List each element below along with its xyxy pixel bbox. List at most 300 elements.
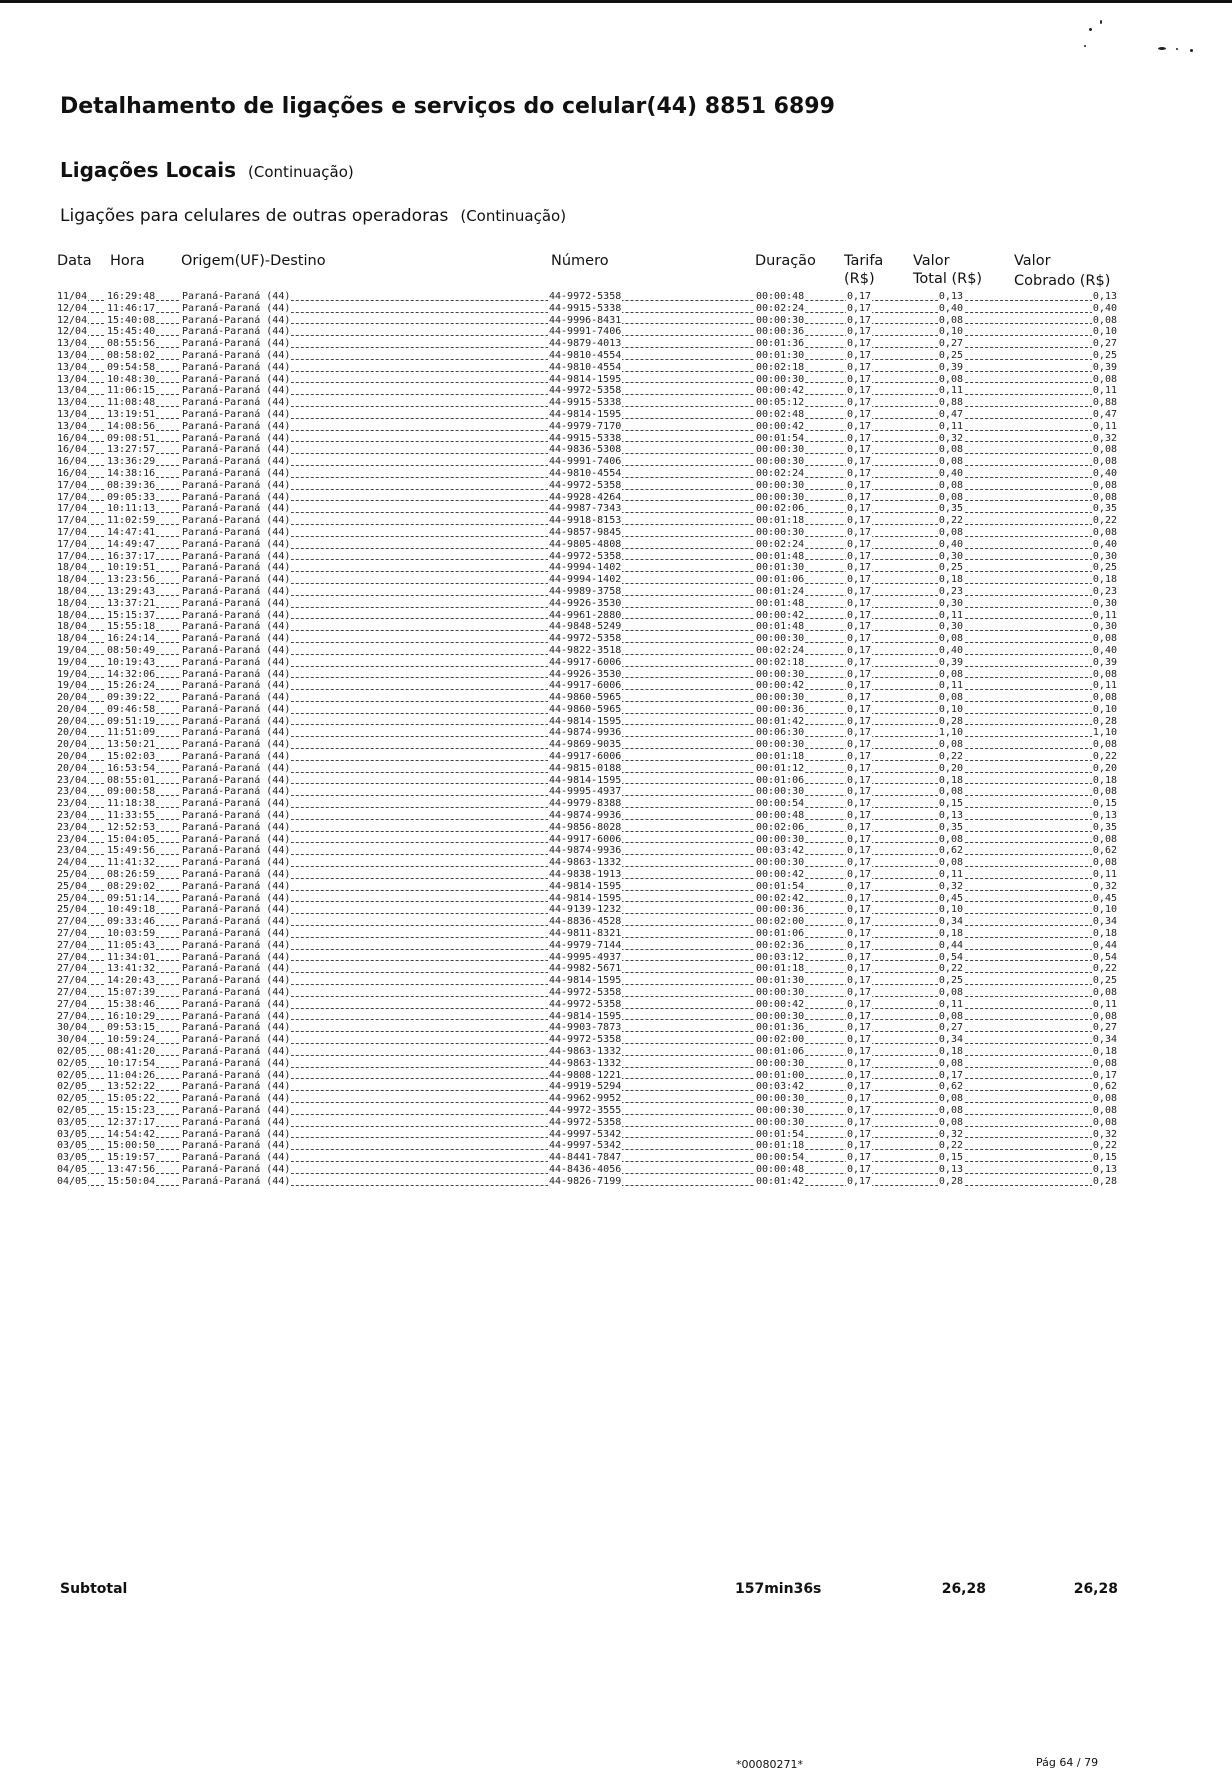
row-valor-total: 0,11 bbox=[938, 420, 963, 432]
row-tariff: 0,17 bbox=[847, 987, 872, 999]
footer-document-code: *00080271* bbox=[736, 1758, 803, 1771]
row-origin-destination: Paraná-Paraná (44) bbox=[182, 338, 291, 350]
row-valor-total: 0,08 bbox=[938, 987, 963, 999]
row-tariff: 0,17 bbox=[847, 798, 872, 810]
row-number: 44-9979-8388 bbox=[549, 798, 622, 810]
row-time: 09:53:15 bbox=[107, 1022, 156, 1034]
row-duration: 00:01:30 bbox=[756, 975, 805, 987]
row-time: 13:50:21 bbox=[107, 739, 156, 751]
table-row bbox=[56, 1081, 1118, 1093]
page-title: Detalhamento de ligações e serviços do celular(44) 8851 6899 bbox=[60, 94, 835, 119]
row-origin-destination: Paraná-Paraná (44) bbox=[182, 1116, 291, 1128]
row-number: 44-9917-6006 bbox=[549, 833, 622, 845]
row-time: 14:20:43 bbox=[107, 975, 156, 987]
row-valor-cobrado: 0,40 bbox=[1092, 467, 1117, 479]
subsection-title bbox=[60, 206, 566, 226]
row-time: 13:36:29 bbox=[107, 456, 156, 468]
row-number: 44-9972-5358 bbox=[549, 479, 622, 491]
row-origin-destination: Paraná-Paraná (44) bbox=[182, 998, 291, 1010]
row-date: 02/05 bbox=[57, 1104, 88, 1116]
top-border bbox=[0, 0, 1232, 3]
table-row bbox=[56, 468, 1118, 480]
row-tariff: 0,17 bbox=[847, 963, 872, 975]
row-valor-total: 0,08 bbox=[938, 786, 963, 798]
table-row bbox=[56, 845, 1118, 857]
row-valor-cobrado: 0,13 bbox=[1092, 1163, 1117, 1175]
row-date: 27/04 bbox=[57, 939, 88, 951]
header-origem-destino: Origem(UF)-Destino bbox=[181, 253, 326, 269]
row-date: 13/04 bbox=[57, 408, 88, 420]
row-valor-cobrado: 0,47 bbox=[1092, 408, 1117, 420]
row-number: 44-9926-3530 bbox=[549, 668, 622, 680]
row-valor-cobrado: 0,10 bbox=[1092, 326, 1117, 338]
row-number: 44-9815-0188 bbox=[549, 762, 622, 774]
row-number: 44-9860-5965 bbox=[549, 703, 622, 715]
row-tariff: 0,17 bbox=[847, 821, 872, 833]
row-tariff: 0,17 bbox=[847, 1081, 872, 1093]
row-date: 18/04 bbox=[57, 621, 88, 633]
table-row bbox=[56, 527, 1118, 539]
row-origin-destination: Paraná-Paraná (44) bbox=[182, 432, 291, 444]
row-origin-destination: Paraná-Paraná (44) bbox=[182, 326, 291, 338]
row-time: 09:51:14 bbox=[107, 892, 156, 904]
row-valor-cobrado: 0,88 bbox=[1092, 397, 1117, 409]
row-duration: 00:00:30 bbox=[756, 373, 805, 385]
table-row bbox=[56, 326, 1118, 338]
row-date: 19/04 bbox=[57, 644, 88, 656]
row-duration: 00:01:36 bbox=[756, 338, 805, 350]
row-origin-destination: Paraná-Paraná (44) bbox=[182, 302, 291, 314]
row-valor-cobrado: 0,45 bbox=[1092, 892, 1117, 904]
row-number: 44-9860-5965 bbox=[549, 692, 622, 704]
row-number: 44-9856-8028 bbox=[549, 821, 622, 833]
row-valor-total: 0,18 bbox=[938, 1046, 963, 1057]
row-time: 10:49:18 bbox=[107, 904, 156, 916]
scan-specks bbox=[1080, 15, 1220, 65]
row-valor-cobrado: 0,08 bbox=[1092, 833, 1117, 845]
header-valor-cobrado-line1: Valor bbox=[1014, 253, 1051, 269]
row-valor-total: 0,08 bbox=[938, 314, 963, 326]
row-origin-destination: Paraná-Paraná (44) bbox=[182, 1163, 291, 1175]
row-tariff: 0,17 bbox=[847, 1128, 872, 1140]
row-date: 17/04 bbox=[57, 550, 88, 562]
row-valor-total: 0,15 bbox=[938, 1152, 963, 1164]
row-valor-cobrado: 0,10 bbox=[1092, 703, 1117, 715]
row-time: 14:38:16 bbox=[107, 467, 156, 479]
row-time: 09:46:58 bbox=[107, 703, 156, 715]
row-duration: 00:00:30 bbox=[756, 456, 805, 468]
row-valor-total: 0,15 bbox=[938, 798, 963, 810]
row-valor-cobrado: 0,08 bbox=[1092, 526, 1117, 538]
row-date: 18/04 bbox=[57, 609, 88, 621]
row-valor-total: 0,11 bbox=[938, 609, 963, 621]
table-row bbox=[56, 1129, 1118, 1141]
row-valor-cobrado: 0,40 bbox=[1092, 302, 1117, 314]
row-valor-total: 0,23 bbox=[938, 585, 963, 597]
row-date: 04/05 bbox=[57, 1163, 88, 1175]
row-valor-cobrado: 0,18 bbox=[1092, 574, 1117, 586]
row-date: 13/04 bbox=[57, 373, 88, 385]
row-valor-total: 0,08 bbox=[938, 373, 963, 385]
row-valor-total: 0,25 bbox=[938, 975, 963, 987]
row-origin-destination: Paraná-Paraná (44) bbox=[182, 444, 291, 456]
row-valor-cobrado: 0,18 bbox=[1092, 774, 1117, 786]
row-valor-cobrado: 0,35 bbox=[1092, 503, 1117, 515]
header-tarifa-line1: Tarifa bbox=[844, 253, 884, 269]
row-origin-destination: Paraná-Paraná (44) bbox=[182, 810, 291, 822]
row-time: 10:59:24 bbox=[107, 1034, 156, 1046]
table-row bbox=[56, 374, 1118, 386]
row-valor-cobrado: 0,11 bbox=[1092, 420, 1117, 432]
row-date: 27/04 bbox=[57, 1010, 88, 1022]
table-row bbox=[56, 444, 1118, 456]
row-time: 14:54:42 bbox=[107, 1128, 156, 1140]
row-time: 10:11:13 bbox=[107, 503, 156, 515]
section-title bbox=[60, 158, 354, 182]
row-origin-destination: Paraná-Paraná (44) bbox=[182, 798, 291, 810]
section-continuation: (Continuação) bbox=[248, 163, 354, 181]
table-row bbox=[56, 1105, 1118, 1117]
row-duration: 00:00:30 bbox=[756, 1104, 805, 1116]
row-origin-destination: Paraná-Paraná (44) bbox=[182, 857, 291, 869]
row-date: 17/04 bbox=[57, 491, 88, 503]
table-row bbox=[56, 303, 1118, 315]
row-tariff: 0,17 bbox=[847, 810, 872, 822]
row-date: 20/04 bbox=[57, 727, 88, 739]
row-date: 17/04 bbox=[57, 538, 88, 550]
row-valor-cobrado: 0,11 bbox=[1092, 680, 1117, 692]
row-tariff: 0,17 bbox=[847, 1022, 872, 1034]
row-valor-cobrado: 0,22 bbox=[1092, 751, 1117, 763]
row-tariff: 0,17 bbox=[847, 609, 872, 621]
row-number: 44-9987-7343 bbox=[549, 503, 622, 515]
subtotal-duration: 157min36s bbox=[735, 1581, 822, 1597]
row-tariff: 0,17 bbox=[847, 585, 872, 597]
row-date: 16/04 bbox=[57, 432, 88, 444]
row-time: 10:48:30 bbox=[107, 373, 156, 385]
table-row bbox=[56, 1034, 1118, 1046]
row-date: 25/04 bbox=[57, 904, 88, 916]
row-duration: 00:01:06 bbox=[756, 574, 805, 586]
row-number: 44-9838-1913 bbox=[549, 869, 622, 881]
row-tariff: 0,17 bbox=[847, 1175, 872, 1187]
row-valor-cobrado: 0,22 bbox=[1092, 515, 1117, 527]
row-date: 18/04 bbox=[57, 562, 88, 574]
row-tariff: 0,17 bbox=[847, 562, 872, 574]
row-number: 44-8836-4528 bbox=[549, 916, 622, 928]
row-number: 44-9915-5338 bbox=[549, 432, 622, 444]
row-valor-total: 0,32 bbox=[938, 432, 963, 444]
row-origin-destination: Paraná-Paraná (44) bbox=[182, 821, 291, 833]
row-duration: 00:02:06 bbox=[756, 821, 805, 833]
row-tariff: 0,17 bbox=[847, 1034, 872, 1046]
row-date: 18/04 bbox=[57, 574, 88, 586]
page-label: Pág bbox=[1036, 1756, 1056, 1769]
row-time: 15:00:50 bbox=[107, 1140, 156, 1152]
row-time: 10:17:54 bbox=[107, 1057, 156, 1069]
row-valor-cobrado: 0,08 bbox=[1092, 633, 1117, 645]
table-row bbox=[56, 1022, 1118, 1034]
row-valor-cobrado: 0,62 bbox=[1092, 1081, 1117, 1093]
row-origin-destination: Paraná-Paraná (44) bbox=[182, 385, 291, 397]
row-date: 25/04 bbox=[57, 869, 88, 881]
row-duration: 00:00:30 bbox=[756, 1116, 805, 1128]
row-tariff: 0,17 bbox=[847, 762, 872, 774]
row-tariff: 0,17 bbox=[847, 597, 872, 609]
row-date: 27/04 bbox=[57, 987, 88, 999]
row-number: 44-9915-5338 bbox=[549, 397, 622, 409]
row-tariff: 0,17 bbox=[847, 526, 872, 538]
row-tariff: 0,17 bbox=[847, 444, 872, 456]
row-date: 03/05 bbox=[57, 1116, 88, 1128]
row-valor-total: 0,40 bbox=[938, 644, 963, 656]
row-time: 16:53:54 bbox=[107, 762, 156, 774]
row-date: 13/04 bbox=[57, 397, 88, 409]
row-duration: 00:02:24 bbox=[756, 538, 805, 550]
row-duration: 00:03:42 bbox=[756, 1081, 805, 1093]
row-valor-total: 0,13 bbox=[938, 291, 963, 302]
row-origin-destination: Paraná-Paraná (44) bbox=[182, 609, 291, 621]
table-row bbox=[56, 421, 1118, 433]
row-origin-destination: Paraná-Paraná (44) bbox=[182, 904, 291, 916]
row-duration: 00:01:06 bbox=[756, 774, 805, 786]
row-valor-total: 0,47 bbox=[938, 408, 963, 420]
row-date: 19/04 bbox=[57, 656, 88, 668]
table-row bbox=[56, 515, 1118, 527]
row-date: 20/04 bbox=[57, 703, 88, 715]
row-duration: 00:01:42 bbox=[756, 1175, 805, 1187]
table-row bbox=[56, 680, 1118, 692]
row-duration: 00:01:12 bbox=[756, 762, 805, 774]
row-tariff: 0,17 bbox=[847, 432, 872, 444]
row-duration: 00:00:48 bbox=[756, 291, 805, 302]
table-row bbox=[56, 362, 1118, 374]
row-time: 08:55:01 bbox=[107, 774, 156, 786]
row-valor-cobrado: 0,22 bbox=[1092, 1140, 1117, 1152]
header-tarifa bbox=[844, 252, 883, 288]
row-duration: 00:00:30 bbox=[756, 491, 805, 503]
row-valor-total: 0,22 bbox=[938, 963, 963, 975]
row-time: 10:19:43 bbox=[107, 656, 156, 668]
row-origin-destination: Paraná-Paraná (44) bbox=[182, 975, 291, 987]
row-number: 44-9863-1332 bbox=[549, 1057, 622, 1069]
row-date: 27/04 bbox=[57, 916, 88, 928]
row-tariff: 0,17 bbox=[847, 1152, 872, 1164]
row-valor-cobrado: 0,15 bbox=[1092, 798, 1117, 810]
row-valor-cobrado: 0,44 bbox=[1092, 939, 1117, 951]
row-number: 44-9814-1595 bbox=[549, 408, 622, 420]
row-date: 27/04 bbox=[57, 951, 88, 963]
row-number: 44-9972-5358 bbox=[549, 291, 622, 302]
row-valor-total: 0,08 bbox=[938, 456, 963, 468]
row-date: 23/04 bbox=[57, 821, 88, 833]
row-valor-cobrado: 0,08 bbox=[1092, 491, 1117, 503]
row-origin-destination: Paraná-Paraná (44) bbox=[182, 420, 291, 432]
row-duration: 00:00:48 bbox=[756, 1163, 805, 1175]
row-origin-destination: Paraná-Paraná (44) bbox=[182, 1022, 291, 1034]
row-valor-cobrado: 0,08 bbox=[1092, 857, 1117, 869]
row-duration: 00:00:30 bbox=[756, 1057, 805, 1069]
row-origin-destination: Paraná-Paraná (44) bbox=[182, 1069, 291, 1081]
row-valor-total: 0,11 bbox=[938, 385, 963, 397]
row-time: 11:51:09 bbox=[107, 727, 156, 739]
table-row bbox=[56, 739, 1118, 751]
row-tariff: 0,17 bbox=[847, 751, 872, 763]
row-origin-destination: Paraná-Paraná (44) bbox=[182, 987, 291, 999]
row-origin-destination: Paraná-Paraná (44) bbox=[182, 397, 291, 409]
row-time: 08:55:56 bbox=[107, 338, 156, 350]
row-time: 16:24:14 bbox=[107, 633, 156, 645]
row-duration: 00:03:12 bbox=[756, 951, 805, 963]
table-row bbox=[56, 562, 1118, 574]
table-row bbox=[56, 551, 1118, 563]
row-valor-total: 0,08 bbox=[938, 491, 963, 503]
subtotal-label: Subtotal bbox=[60, 1581, 128, 1597]
row-valor-cobrado: 0,20 bbox=[1092, 762, 1117, 774]
header-numero: Número bbox=[551, 253, 609, 269]
row-valor-cobrado: 0,18 bbox=[1092, 928, 1117, 940]
row-duration: 00:00:30 bbox=[756, 1093, 805, 1105]
row-date: 19/04 bbox=[57, 680, 88, 692]
row-tariff: 0,17 bbox=[847, 892, 872, 904]
row-origin-destination: Paraná-Paraná (44) bbox=[182, 1034, 291, 1046]
row-origin-destination: Paraná-Paraná (44) bbox=[182, 585, 291, 597]
row-number: 44-9810-4554 bbox=[549, 467, 622, 479]
row-time: 11:04:26 bbox=[107, 1069, 156, 1081]
row-tariff: 0,17 bbox=[847, 291, 872, 302]
table-row bbox=[56, 669, 1118, 681]
row-valor-cobrado: 0,32 bbox=[1092, 432, 1117, 444]
row-valor-cobrado: 0,11 bbox=[1092, 385, 1117, 397]
row-time: 11:06:15 bbox=[107, 385, 156, 397]
row-valor-cobrado: 0,08 bbox=[1092, 1057, 1117, 1069]
table-row bbox=[56, 433, 1118, 445]
table-row bbox=[56, 716, 1118, 728]
row-valor-cobrado: 0,34 bbox=[1092, 1034, 1117, 1046]
row-date: 16/04 bbox=[57, 456, 88, 468]
row-origin-destination: Paraná-Paraná (44) bbox=[182, 349, 291, 361]
row-tariff: 0,17 bbox=[847, 975, 872, 987]
row-number: 44-9805-4808 bbox=[549, 538, 622, 550]
row-time: 15:55:18 bbox=[107, 621, 156, 633]
row-time: 15:19:57 bbox=[107, 1152, 156, 1164]
row-valor-total: 0,08 bbox=[938, 526, 963, 538]
row-number: 44-9139-1232 bbox=[549, 904, 622, 916]
row-date: 17/04 bbox=[57, 503, 88, 515]
row-valor-cobrado: 0,08 bbox=[1092, 444, 1117, 456]
row-time: 08:58:02 bbox=[107, 349, 156, 361]
row-valor-total: 0,17 bbox=[938, 1069, 963, 1081]
row-number: 44-9814-1595 bbox=[549, 892, 622, 904]
row-tariff: 0,17 bbox=[847, 302, 872, 314]
row-number: 44-9874-9936 bbox=[549, 845, 622, 857]
row-duration: 00:00:30 bbox=[756, 857, 805, 869]
row-valor-total: 0,34 bbox=[938, 916, 963, 928]
row-date: 27/04 bbox=[57, 975, 88, 987]
subsection-title-text: Ligações para celulares de outras operadoras bbox=[60, 206, 449, 226]
row-time: 15:05:22 bbox=[107, 1093, 156, 1105]
row-date: 20/04 bbox=[57, 692, 88, 704]
row-tariff: 0,17 bbox=[847, 869, 872, 881]
row-time: 10:03:59 bbox=[107, 928, 156, 940]
row-number: 44-9863-1332 bbox=[549, 857, 622, 869]
row-tariff: 0,17 bbox=[847, 621, 872, 633]
row-time: 11:34:01 bbox=[107, 951, 156, 963]
row-origin-destination: Paraná-Paraná (44) bbox=[182, 1104, 291, 1116]
row-valor-total: 0,08 bbox=[938, 692, 963, 704]
table-row bbox=[56, 963, 1118, 975]
row-time: 11:33:55 bbox=[107, 810, 156, 822]
row-valor-total: 0,22 bbox=[938, 1140, 963, 1152]
row-tariff: 0,17 bbox=[847, 1069, 872, 1081]
row-duration: 00:02:18 bbox=[756, 656, 805, 668]
row-duration: 00:00:54 bbox=[756, 1152, 805, 1164]
row-origin-destination: Paraná-Paraná (44) bbox=[182, 1081, 291, 1093]
row-valor-total: 0,28 bbox=[938, 1175, 963, 1187]
table-row bbox=[56, 786, 1118, 798]
row-tariff: 0,17 bbox=[847, 939, 872, 951]
row-duration: 00:02:24 bbox=[756, 302, 805, 314]
row-tariff: 0,17 bbox=[847, 727, 872, 739]
row-origin-destination: Paraná-Paraná (44) bbox=[182, 869, 291, 881]
row-origin-destination: Paraná-Paraná (44) bbox=[182, 291, 291, 302]
row-number: 44-9903-7873 bbox=[549, 1022, 622, 1034]
row-time: 09:39:22 bbox=[107, 692, 156, 704]
header-valor-cobrado bbox=[1014, 252, 1110, 290]
row-number: 44-9874-9936 bbox=[549, 810, 622, 822]
header-valor-cobrado-line2: Cobrado (R$) bbox=[1014, 273, 1111, 289]
table-row bbox=[56, 480, 1118, 492]
row-time: 16:10:29 bbox=[107, 1010, 156, 1022]
row-valor-total: 0,35 bbox=[938, 503, 963, 515]
table-row bbox=[56, 574, 1118, 586]
table-row bbox=[56, 1070, 1118, 1082]
row-tariff: 0,17 bbox=[847, 456, 872, 468]
row-number: 44-9979-7144 bbox=[549, 939, 622, 951]
row-tariff: 0,17 bbox=[847, 349, 872, 361]
row-valor-cobrado: 0,28 bbox=[1092, 1175, 1117, 1187]
row-date: 13/04 bbox=[57, 338, 88, 350]
row-valor-total: 0,11 bbox=[938, 998, 963, 1010]
table-row bbox=[56, 928, 1118, 940]
row-valor-total: 0,44 bbox=[938, 939, 963, 951]
row-duration: 00:01:48 bbox=[756, 621, 805, 633]
row-date: 18/04 bbox=[57, 597, 88, 609]
row-date: 27/04 bbox=[57, 928, 88, 940]
row-date: 03/05 bbox=[57, 1128, 88, 1140]
row-time: 09:05:33 bbox=[107, 491, 156, 503]
row-date: 02/05 bbox=[57, 1069, 88, 1081]
row-date: 02/05 bbox=[57, 1093, 88, 1105]
subtotal-valor-cobrado: 26,28 bbox=[1073, 1581, 1118, 1597]
row-duration: 00:02:42 bbox=[756, 892, 805, 904]
row-tariff: 0,17 bbox=[847, 574, 872, 586]
table-row bbox=[56, 904, 1118, 916]
table-row bbox=[56, 940, 1118, 952]
row-tariff: 0,17 bbox=[847, 1010, 872, 1022]
table-row bbox=[56, 385, 1118, 397]
row-date: 16/04 bbox=[57, 444, 88, 456]
row-number: 44-9915-5338 bbox=[549, 302, 622, 314]
row-origin-destination: Paraná-Paraná (44) bbox=[182, 656, 291, 668]
row-number: 44-9928-4264 bbox=[549, 491, 622, 503]
row-valor-cobrado: 0,27 bbox=[1092, 338, 1117, 350]
row-number: 44-9962-9952 bbox=[549, 1093, 622, 1105]
row-date: 20/04 bbox=[57, 739, 88, 751]
row-number: 44-9814-1595 bbox=[549, 975, 622, 987]
row-duration: 00:00:30 bbox=[756, 444, 805, 456]
row-valor-total: 0,18 bbox=[938, 574, 963, 586]
